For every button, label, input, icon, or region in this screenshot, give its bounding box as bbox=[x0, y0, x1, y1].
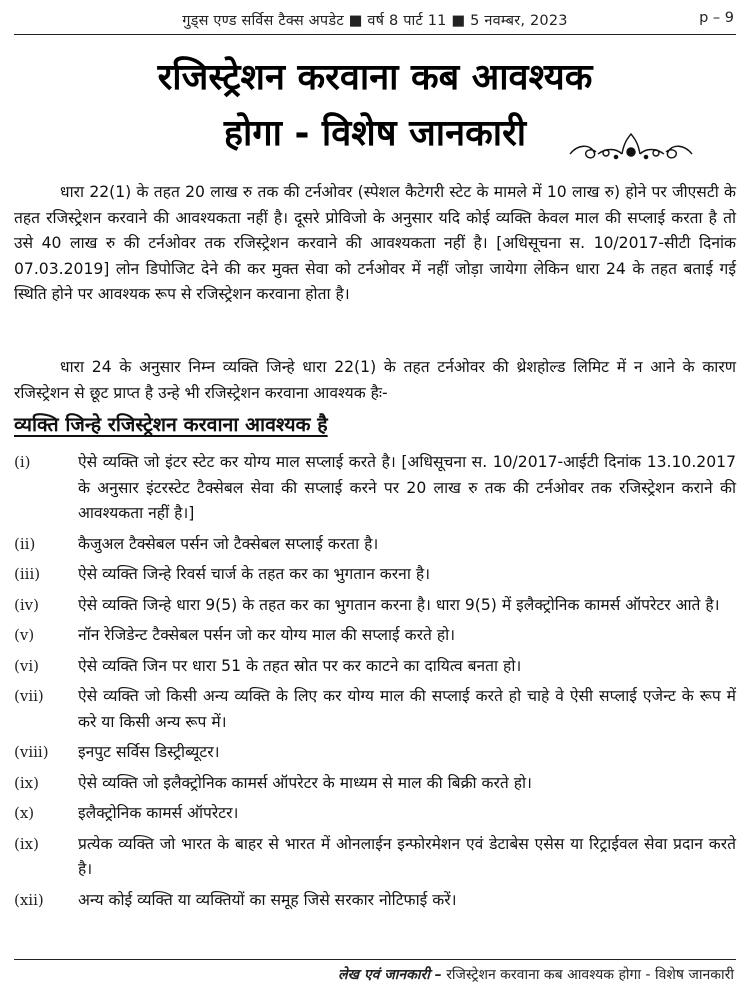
list-item-number: (vii) bbox=[14, 687, 44, 705]
list-item-text: ऐसे व्यक्ति जो किसी अन्य व्यक्ति के लिए कर योग्य माल की सप्लाई करते हो चाहे वे ऐसी सप्लाई एजेन्ट के रूप में करे या किसी अन्य रूप में। bbox=[78, 687, 736, 731]
list-item-number: (vi) bbox=[14, 656, 39, 675]
list-item bbox=[14, 532, 736, 558]
list-item-number: (ix) bbox=[14, 834, 39, 853]
list-item bbox=[14, 593, 736, 619]
section-24-paragraph: धारा 24 के अनुसार निम्न व्यक्ति जिन्हे धारा 22(1) के तहत टर्नओवर की थ्रेशहोल्ड लिमिट में न आने के कारण रजिस्ट्रेशन से छूट प्राप्त है उन्हे भी रजिस्ट्रेशन करवाना आवश्यक हैः- bbox=[14, 358, 736, 402]
running-header bbox=[0, 0, 750, 38]
list-item bbox=[14, 801, 736, 827]
list-item bbox=[14, 684, 736, 735]
list-item-text: ऐसे व्यक्ति जिन्हे धारा 9(5) के तहत कर का भुगतान करना है। धारा 9(5) में इलैक्ट्रोनिक कामर्स ऑपरेटर आते है। bbox=[78, 595, 720, 614]
list-item-number: (xii) bbox=[14, 890, 44, 909]
list-item-number: (iii) bbox=[14, 565, 41, 583]
footer-divider bbox=[14, 959, 736, 960]
list-item-number: (v) bbox=[14, 626, 35, 644]
list-item-text: ऐसे व्यक्ति जिन पर धारा 51 के तहत स्रोत पर कर काटने का दायित्व बनता हो। bbox=[78, 656, 522, 675]
title-line-2: होगा - विशेष जानकारी bbox=[223, 113, 527, 154]
persons-list bbox=[14, 450, 736, 918]
list-item-text: इलैक्ट्रोनिक कामर्स ऑपरेटर। bbox=[78, 804, 239, 822]
list-item-text: प्रत्येक व्यक्ति जो भारत के बाहर से भारत में ओनलाईन इन्फोरमेशन एवं डेटाबेस एसेस या रिट्राईवल सेवा प्रदान करते है। bbox=[78, 834, 736, 878]
list-item-number: (i) bbox=[14, 453, 31, 471]
intro-paragraph: धारा 22(1) के तहत 20 लाख रु तक की टर्नओवर (स्पेशल कैटेगरी स्टेट के मामले में 10 लाख रु) होने पर जीएसटी के तहत रजिस्ट्रेशन करवाने की आवश्यकता नहीं है। दूसरे प्रोविजो के अनुसार यदि कोई व्यक्ति केवल माल की सप्लाई करता है तो उसे 40 लाख रु की टर्नओवर तक रजिस्ट्रेशन करवाने की आवश्यकता नहीं है। [अधिसूचना स. 10/2017-सीटी दिनांक 07.03.2019] लोन डिपोजिट देने की कर मुक्त सेवा को टर्नओवर में नहीं जोड़ा जायेगा लेकिन धारा 24 के तहत बताई गई स्थिति होने पर आवश्यक रूप से रजिस्ट्रेशन करवाना होता है। bbox=[14, 183, 736, 303]
list-item-text: अन्य कोई व्यक्ति या व्यक्तियों का समूह जिसे सरकार नोटिफाई करें। bbox=[78, 890, 457, 909]
running-title: गुड्स एण्ड सर्विस टैक्स अपडेट ■ वर्ष 8 पार्ट 11 ■ 5 नवम्बर, 2023 bbox=[182, 13, 568, 29]
list-item bbox=[14, 740, 736, 766]
flourish-ornament-icon bbox=[566, 130, 696, 164]
list-item-text: ऐसे व्यक्ति जो इलैक्ट्रोनिक कामर्स ऑपरेटर के माध्यम से माल की बिक्री करते हो। bbox=[78, 773, 532, 792]
running-footer bbox=[338, 965, 734, 984]
section-subheading: व्यक्ति जिन्हे रजिस्ट्रेशन करवाना आवश्यक है bbox=[14, 413, 328, 436]
list-item bbox=[14, 771, 736, 797]
title-line-1: रजिस्ट्रेशन करवाना कब आवश्यक bbox=[157, 57, 593, 98]
list-item bbox=[14, 562, 736, 588]
list-item-number: (x) bbox=[14, 804, 35, 822]
list-item-text: नॉन रेजिडेन्ट टैक्सेबल पर्सन जो कर योग्य माल की सप्लाई करते हो। bbox=[78, 626, 456, 644]
list-item bbox=[14, 623, 736, 649]
list-item-number: (ix) bbox=[14, 773, 39, 792]
footer-section-label: लेख एवं जानकारी – bbox=[338, 967, 442, 983]
page-number: p – 9 bbox=[699, 10, 734, 26]
list-item-text: इनपुट सर्विस डिस्ट्रीब्यूटर। bbox=[78, 743, 220, 761]
list-item-text: ऐसे व्यक्ति जो इंटर स्टेट कर योग्य माल सप्लाई करते है। [अधिसूचना स. 10/2017-आईटी दिनांक 13.10.2017 के अनुसार इंटरस्टेट टैक्सेबल सेवा की सप्लाई करने पर 20 लाख रु तक की टर्नओवर तक रजिस्ट्रेशन कराने की आवश्यकता नहीं है।] bbox=[78, 453, 736, 522]
list-item bbox=[14, 654, 736, 680]
list-item bbox=[14, 888, 736, 914]
footer-article-ref: रजिस्ट्रेशन करवाना कब आवश्यक होगा - विशेष जानकारी bbox=[446, 967, 734, 983]
list-item-number: (iv) bbox=[14, 595, 39, 614]
list-item bbox=[14, 450, 736, 527]
list-item-text: ऐसे व्यक्ति जिन्हे रिवर्स चार्ज के तहत कर का भुगतान करना है। bbox=[78, 565, 431, 583]
list-item-number: (viii) bbox=[14, 743, 49, 761]
list-item-text: कैजुअल टैक्सेबल पर्सन जो टैक्सेबल सप्लाई करता है। bbox=[78, 534, 379, 553]
list-item bbox=[14, 832, 736, 883]
header-divider bbox=[14, 34, 736, 35]
list-item-number: (ii) bbox=[14, 534, 36, 553]
